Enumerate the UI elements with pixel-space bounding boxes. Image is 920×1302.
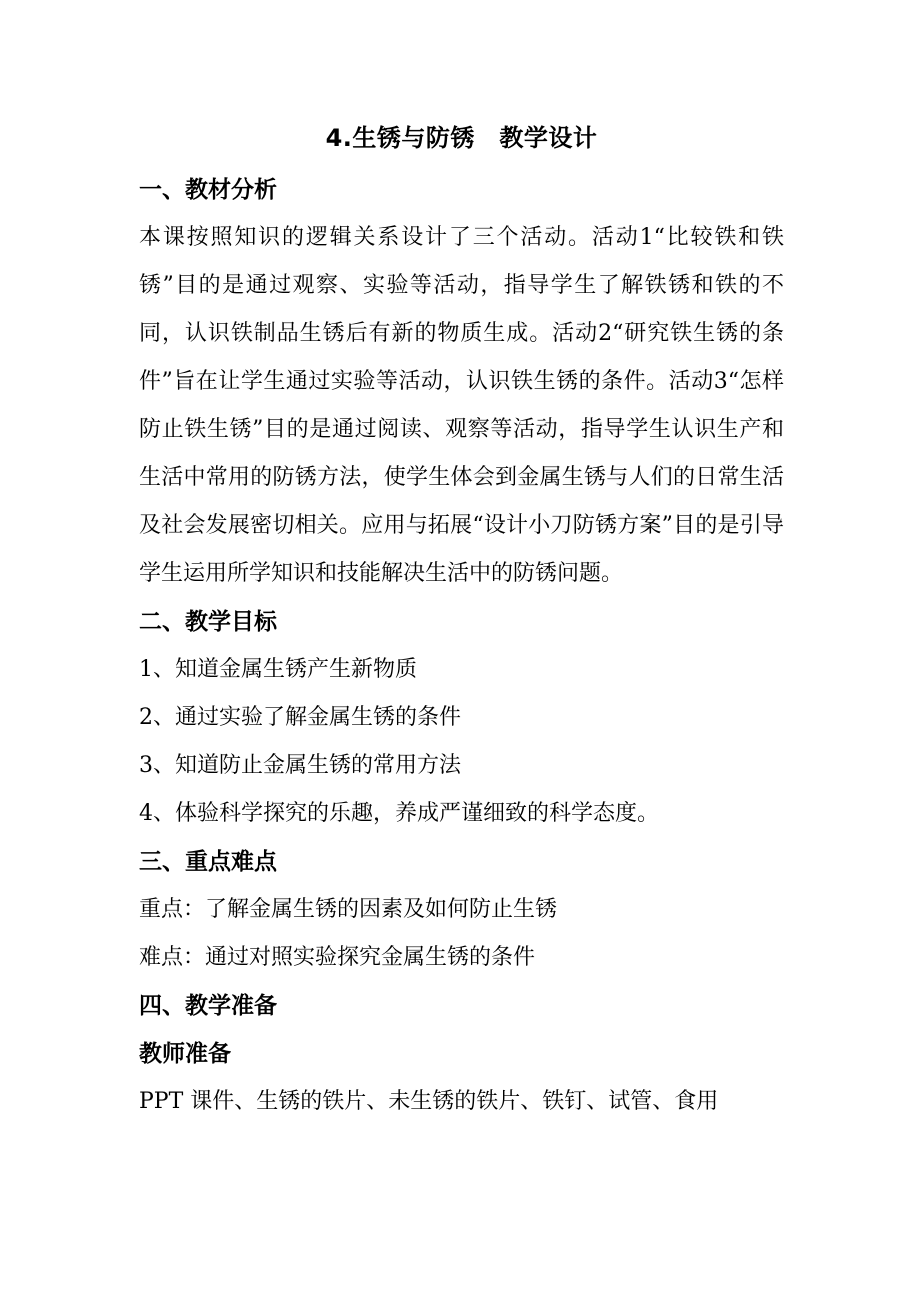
section-heading-objectives: 二、教学目标 (139, 609, 277, 635)
teacher-preparation-heading: 教师准备 (139, 1041, 231, 1067)
section-heading-key-points: 三、重点难点 (139, 849, 277, 875)
document-title: 4.生锈与防锈 教学设计 (325, 124, 598, 152)
teacher-preparation-text: PPT 课件、生锈的铁片、未生锈的铁片、铁钉、试管、食用 (139, 1089, 719, 1114)
document-body (139, 118, 784, 1126)
key-point-text: 重点：了解金属生锈的因素及如何防止生锈 (139, 897, 558, 922)
section-analysis (139, 166, 784, 598)
section-heading-analysis: 一、教材分析 (139, 177, 277, 203)
analysis-paragraph: 本课按照知识的逻辑关系设计了三个活动。活动1“比较铁和铁锈”目的是通过观察、实验等活动，指导学生了解铁锈和铁的不同，认识铁制品生锈后有新的物质生成。活动2“研究铁生锈的条件”旨在让学生通过实验等活动，认识铁生锈的条件。活动3“怎样防止铁生锈”目的是通过阅读、观察等活动，指导学生认识生产和生活中常用的防锈方法，使学生体会到金属生锈与人们的日常生活及社会发展密切相关。应用与拓展“设计小刀防锈方案”目的是引导学生运用所学知识和技能解决生活中的防锈问题。 (139, 225, 784, 586)
difficult-point-text: 难点：通过对照实验探究金属生锈的条件 (139, 945, 536, 970)
section-objectives (139, 598, 784, 838)
objective-item: 3、知道防止金属生锈的常用方法 (139, 753, 461, 778)
objective-item: 2、通过实验了解金属生锈的条件 (139, 705, 461, 730)
section-key-points (139, 838, 784, 982)
objective-item: 4、体验科学探究的乐趣，养成严谨细致的科学态度。 (139, 801, 659, 826)
section-preparation (139, 982, 784, 1126)
objective-item: 1、知道金属生锈产生新物质 (139, 657, 417, 682)
objectives-list (139, 646, 784, 838)
section-heading-preparation: 四、教学准备 (139, 993, 277, 1019)
